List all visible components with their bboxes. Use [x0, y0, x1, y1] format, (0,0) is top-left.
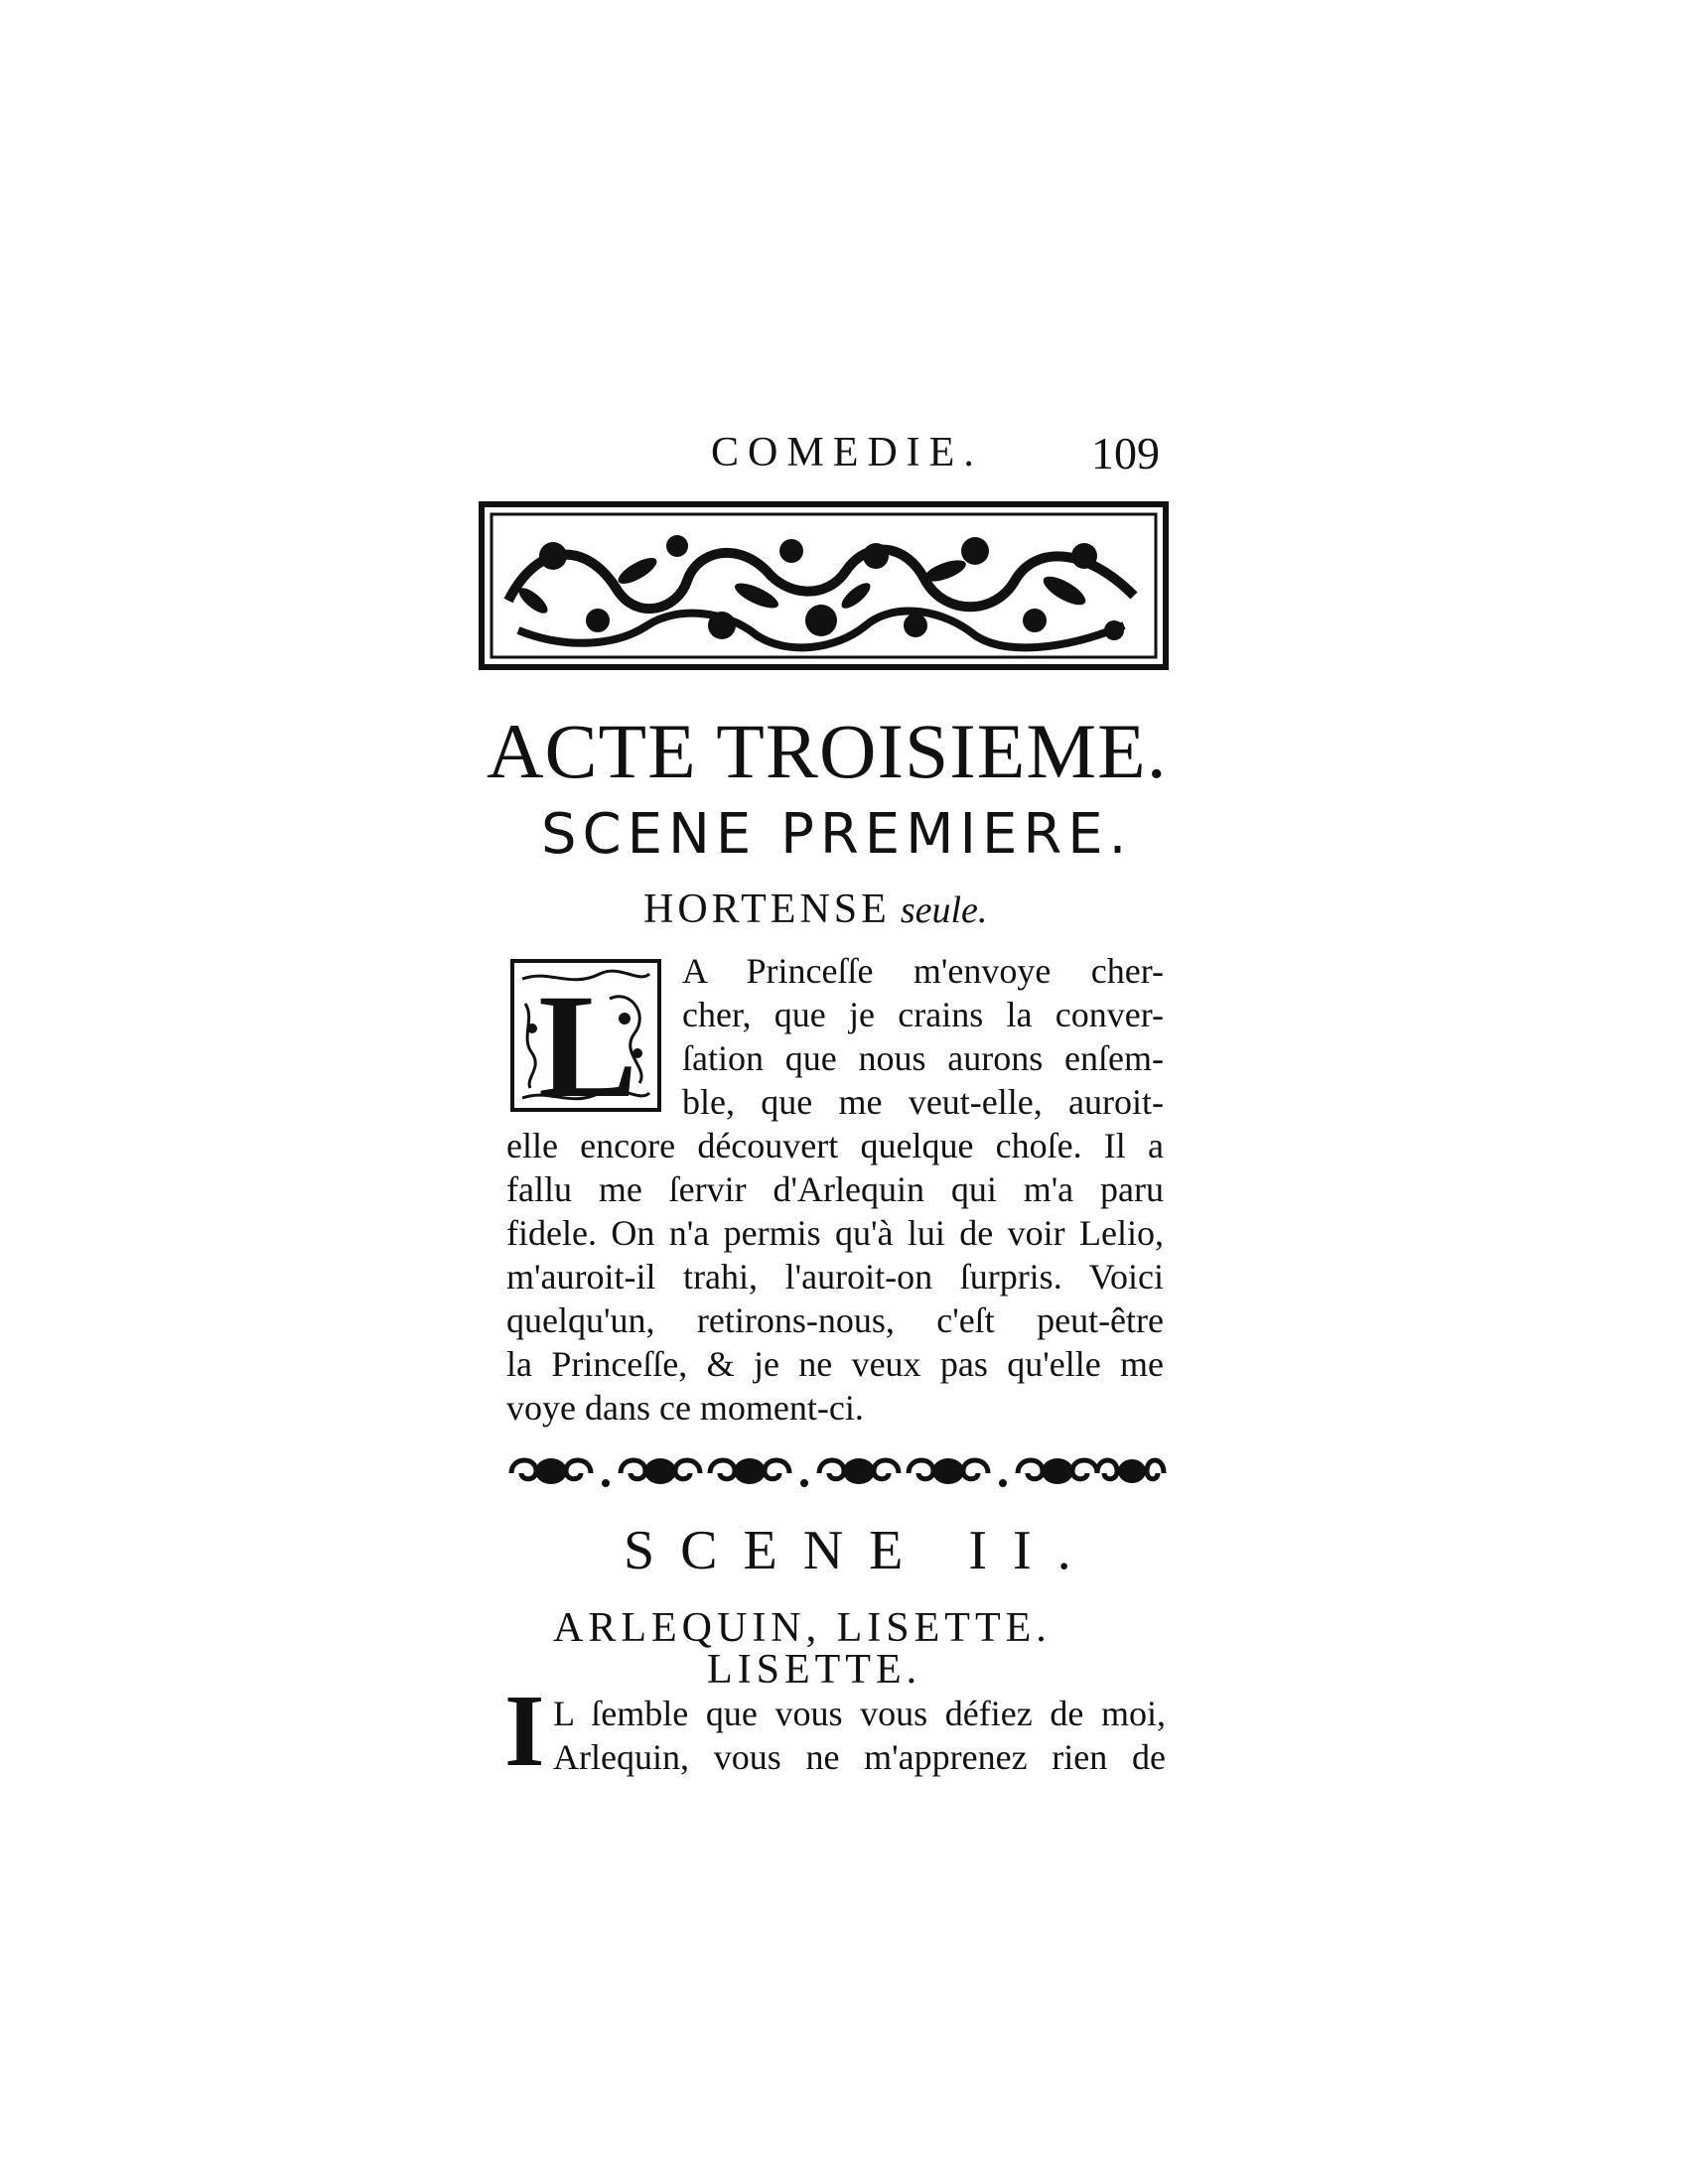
drop-cap-letter: L [538, 964, 638, 1112]
stage-direction: seule. [900, 889, 988, 931]
page-number: 109 [1091, 428, 1160, 478]
text-line: la Princeſſe, & je ne veux pas qu'elle me [506, 1344, 1164, 1384]
fleuron-divider [506, 1451, 1167, 1493]
text-line: cher, que je crains la conver- [682, 995, 1164, 1034]
act-title: ACTE TROISIEME. [487, 708, 1168, 794]
text-line: A Princeſſe m'envoye cher- [682, 951, 1164, 991]
text-line: L ſemble que vous vous défiez de moi, [553, 1694, 1166, 1733]
text-line: ſation que nous aurons enſem- [682, 1038, 1164, 1078]
scene-two-speaker: LISETTE. [707, 1647, 922, 1693]
text-line: elle encore découvert quelque choſe. Il a [506, 1126, 1164, 1165]
ornamental-headpiece [479, 501, 1169, 670]
text-line: quelqu'un, retirons-nous, c'eſt peut-être [506, 1300, 1164, 1340]
scene-one-speaker [643, 886, 987, 933]
scene-two-characters: ARLEQUIN, LISETTE. [553, 1605, 1052, 1651]
text-line: fidele. On n'a permis qu'à lui de voir Lelio, [506, 1213, 1164, 1253]
decorated-drop-cap [510, 959, 661, 1112]
text-line: ble, que me veut-elle, auroit- [682, 1082, 1164, 1122]
scene-two-title: SCENE II. [624, 1520, 1097, 1581]
text-line: Arlequin, vous ne m'apprenez rien de [553, 1737, 1166, 1777]
running-head: COMEDIE. [711, 430, 983, 476]
scene-two-drop-cap: I [504, 1674, 545, 1788]
text-line: fallu me ſervir d'Arlequin qui m'a paru [506, 1169, 1164, 1209]
scene-one-title: SCENE PREMIERE. [541, 802, 1133, 867]
text-line: voye dans ce moment-ci. [506, 1388, 864, 1428]
text-line: m'auroit-il trahi, l'auroit-on ſurpris. Voici [506, 1257, 1164, 1297]
speaker-name: HORTENSE [643, 887, 891, 932]
